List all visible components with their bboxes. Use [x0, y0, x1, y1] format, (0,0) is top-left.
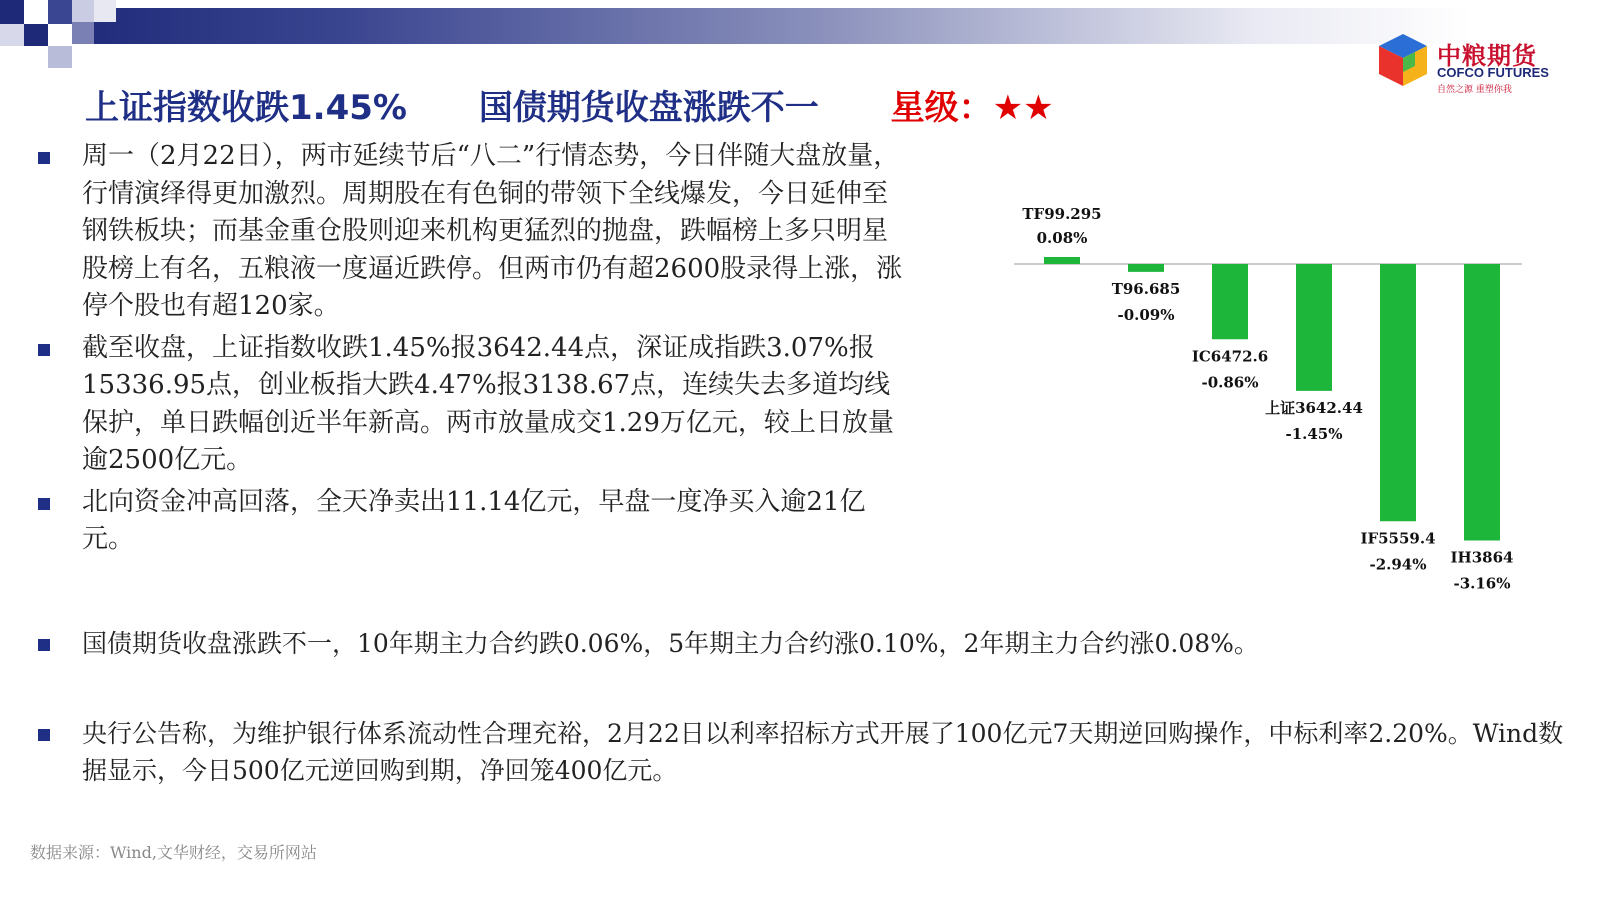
deco-square — [48, 0, 72, 24]
top-decorative-band — [0, 0, 1600, 48]
title-index: 上证指数收跌1.45% — [85, 88, 407, 128]
data-source-note: 数据来源：Wind,文华财经，交易所网站 — [30, 843, 317, 862]
logo-name-en: COFCO FUTURES — [1437, 65, 1549, 80]
bullet-square-icon — [38, 344, 50, 356]
bullet-square-icon — [38, 729, 50, 741]
data-label: 0.08% — [1036, 229, 1088, 247]
company-logo — [1375, 30, 1575, 100]
list-item — [38, 330, 908, 480]
category-label: IC6472.6 — [1191, 347, 1269, 366]
index-change-bar-chart — [1000, 190, 1560, 610]
bar — [1044, 257, 1080, 264]
list-item — [38, 484, 908, 559]
deco-square — [24, 24, 48, 46]
list-item — [38, 138, 908, 326]
data-label: -3.16% — [1453, 574, 1511, 593]
list-item — [38, 715, 1578, 789]
data-label: -1.45% — [1285, 424, 1343, 443]
bar — [1212, 264, 1248, 339]
deco-square — [0, 24, 24, 46]
title-bond: 国债期货收盘涨跌不一 — [478, 88, 819, 128]
category-label: IF5559.4 — [1360, 529, 1436, 548]
bullet-text: 截至收盘，上证指数收跌1.45%报3642.44点，深证成指跌3.07%报15336.95点，创业板指大跌4.47%报3138.67点，连续失去多道均线保护，单日跌幅创近半年新高。两市放量成交1.29万亿元，较上日放量逾2500亿元。 — [82, 332, 894, 475]
bullet-square-icon — [38, 639, 50, 651]
bar — [1380, 264, 1416, 521]
wide-bullet-bond — [38, 625, 1578, 666]
bullet-text: 央行公告称，为维护银行体系流动性合理充裕，2月22日以利率招标方式开展了100亿元7天期逆回购操作，中标利率2.20%。Wind数据显示，今日500亿元逆回购到期，净回笼400亿元。 — [82, 719, 1564, 785]
list-item — [38, 625, 1578, 662]
bullet-square-icon — [38, 152, 50, 164]
page-title — [85, 80, 1054, 130]
category-label: 上证3642.44 — [1265, 398, 1363, 417]
bar — [1128, 264, 1164, 272]
bullet-text: 北向资金冲高回落，全天净卖出11.14亿元，早盘一度净买入逾21亿元。 — [82, 486, 866, 554]
category-label: IH3864 — [1450, 548, 1514, 567]
category-label: TF99.295 — [1022, 205, 1102, 223]
deco-square — [72, 0, 94, 22]
bar — [1296, 264, 1332, 391]
deco-square — [0, 0, 24, 24]
deco-square — [72, 22, 94, 44]
deco-square — [94, 0, 116, 22]
bullet-text: 周一（2月22日），两市延续节后“八二”行情态势，今日伴随大盘放量，行情演绎得更加激烈。周期股在有色铜的带领下全线爆发，今日延伸至钢铁板块；而基金重仓股则迎来机构更猛烈的抛盘，跌幅榜上多只明星股榜上有名，五粮液一度逼近跌停。但两市仍有超2600股录得上涨，涨停个股也有超120家。 — [82, 141, 903, 321]
title-rating: 星级：★★ — [890, 88, 1054, 128]
data-label: -0.09% — [1117, 305, 1175, 324]
bullet-text: 国债期货收盘涨跌不一，10年期主力合约跌0.06%，5年期主力合约涨0.10%，2年期主力合约涨0.08%。 — [82, 629, 1259, 658]
band-gradient — [60, 8, 1470, 44]
wide-bullet-pboc — [38, 715, 1578, 793]
logo-name-cn: 中粮期货 — [1437, 42, 1537, 70]
deco-square — [48, 46, 72, 68]
bullet-square-icon — [38, 498, 50, 510]
deco-square — [48, 24, 72, 46]
bullet-list — [38, 138, 908, 563]
data-label: -2.94% — [1369, 555, 1427, 574]
logo-cube-icon — [1375, 32, 1431, 88]
data-label: -0.86% — [1201, 373, 1259, 392]
category-label: T96.685 — [1111, 279, 1181, 298]
deco-square — [24, 0, 48, 24]
logo-tagline: 自然之源 重塑你我 — [1437, 85, 1512, 95]
bar — [1464, 264, 1500, 541]
